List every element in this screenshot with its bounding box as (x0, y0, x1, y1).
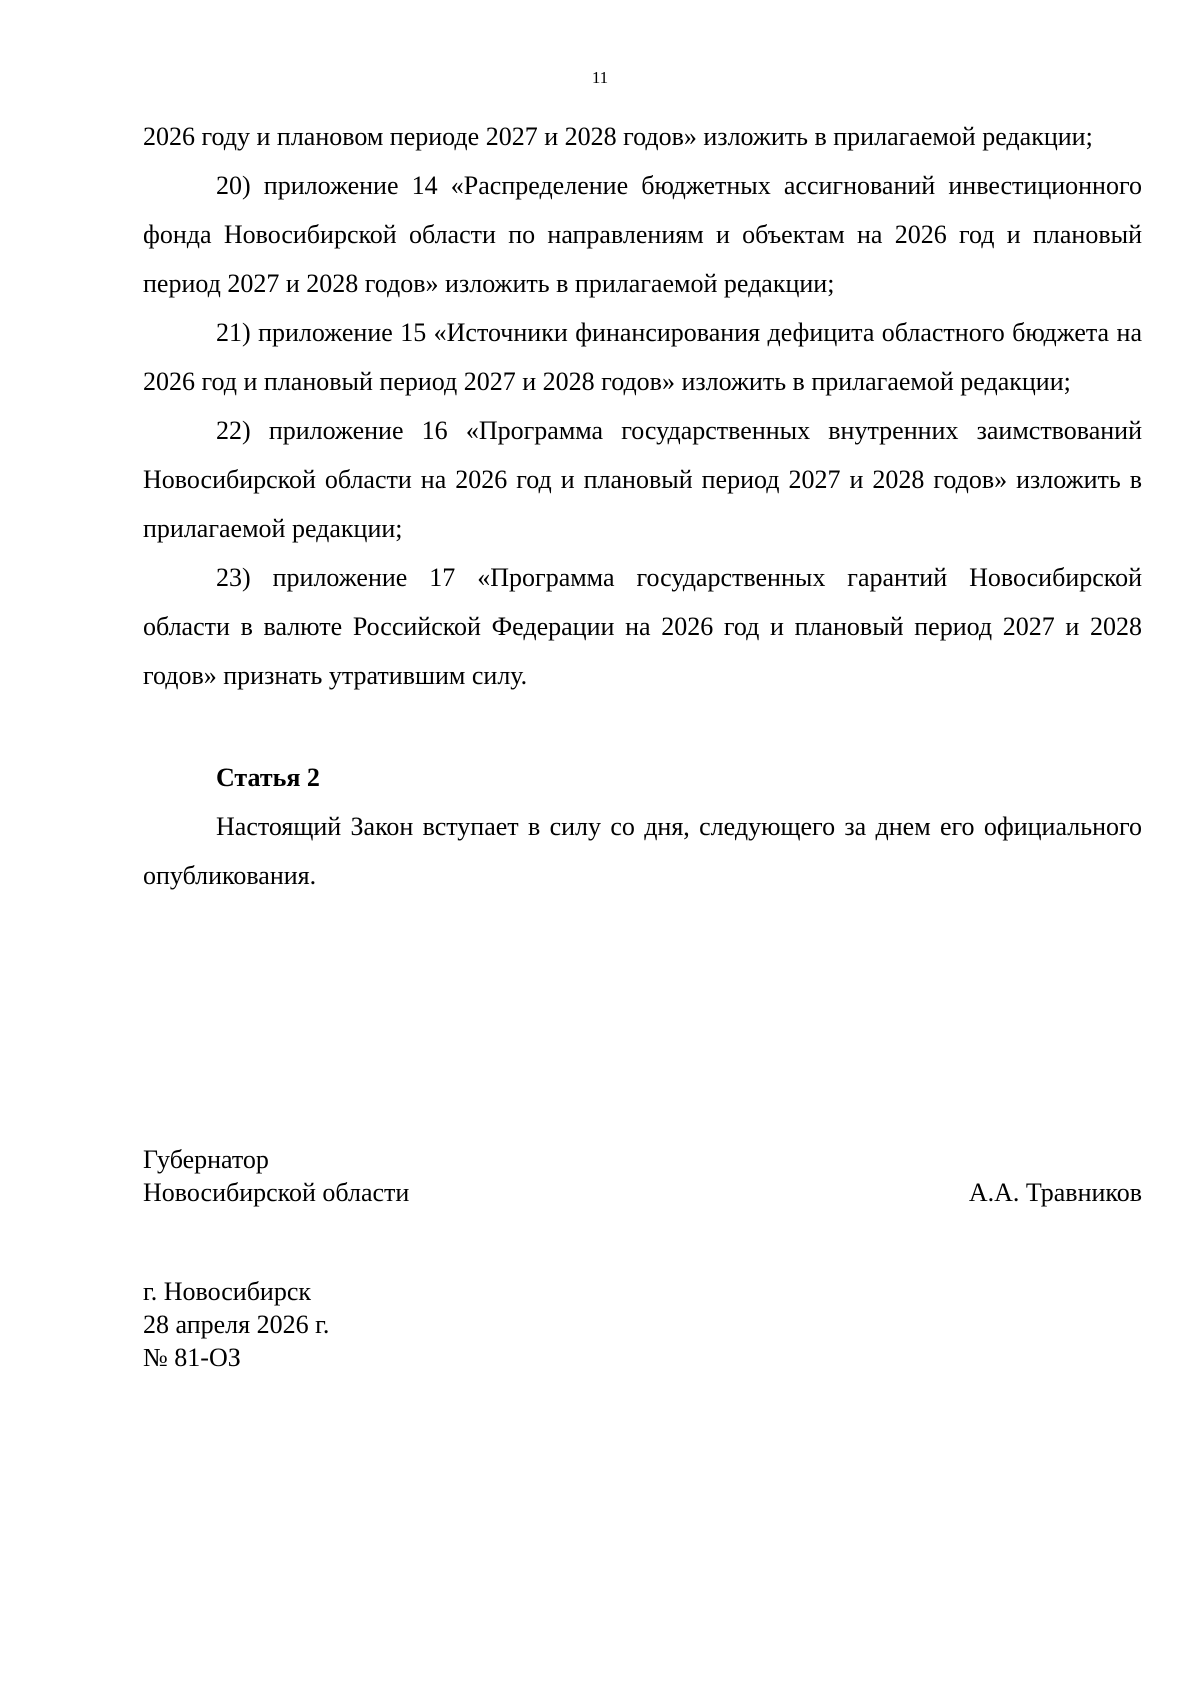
signatory-name: А.А. Травников (968, 1178, 1142, 1207)
signatory-title-line2: Новосибирской области (143, 1178, 410, 1207)
paragraph-continuation: 2026 году и плановом периоде 2027 и 2028 годов» изложить в прилагаемой редакции; (143, 122, 1093, 151)
paragraph-item-23: 23) приложение 17 «Программа государственных гарантий Новосибирской области в валюте Российской Федерации на 2026 год и плановый период 2027 и 2028 годов» признать утратившим силу. (143, 563, 1142, 690)
paragraph-item-21: 21) приложение 15 «Источники финансирования дефицита областного бюджета на 2026 год и плановый период 2027 и 2028 годов» изложить в прилагаемой редакции; (143, 318, 1142, 396)
paragraph-item-20: 20) приложение 14 «Распределение бюджетных ассигнований инвестиционного фонда Новосибирской области по направлениям и объектам на 2026 год и плановый период 2027 и 2028 годов» изложить в прилагаемой редакции; (143, 171, 1142, 298)
city: г. Новосибирск (143, 1277, 312, 1306)
paragraph-item-22: 22) приложение 16 «Программа государственных внутренних заимствований Новосибирской области на 2026 год и плановый период 2027 и 2028 годов» изложить в прилагаемой редакции; (143, 416, 1142, 543)
law-number: № 81-ОЗ (143, 1343, 241, 1372)
signature-row (143, 1176, 1142, 1209)
document-body (143, 112, 1142, 900)
law-date: 28 апреля 2026 г. (143, 1310, 330, 1339)
article-2-heading: Статья 2 (216, 763, 320, 792)
footer-block (143, 1275, 329, 1374)
page-number: 11 (591, 68, 609, 87)
signature-block (143, 1143, 1142, 1209)
article-2-text: Настоящий Закон вступает в силу со дня, следующего за днем его официального опубликования. (143, 812, 1142, 890)
signatory-title-line1: Губернатор (143, 1145, 269, 1174)
